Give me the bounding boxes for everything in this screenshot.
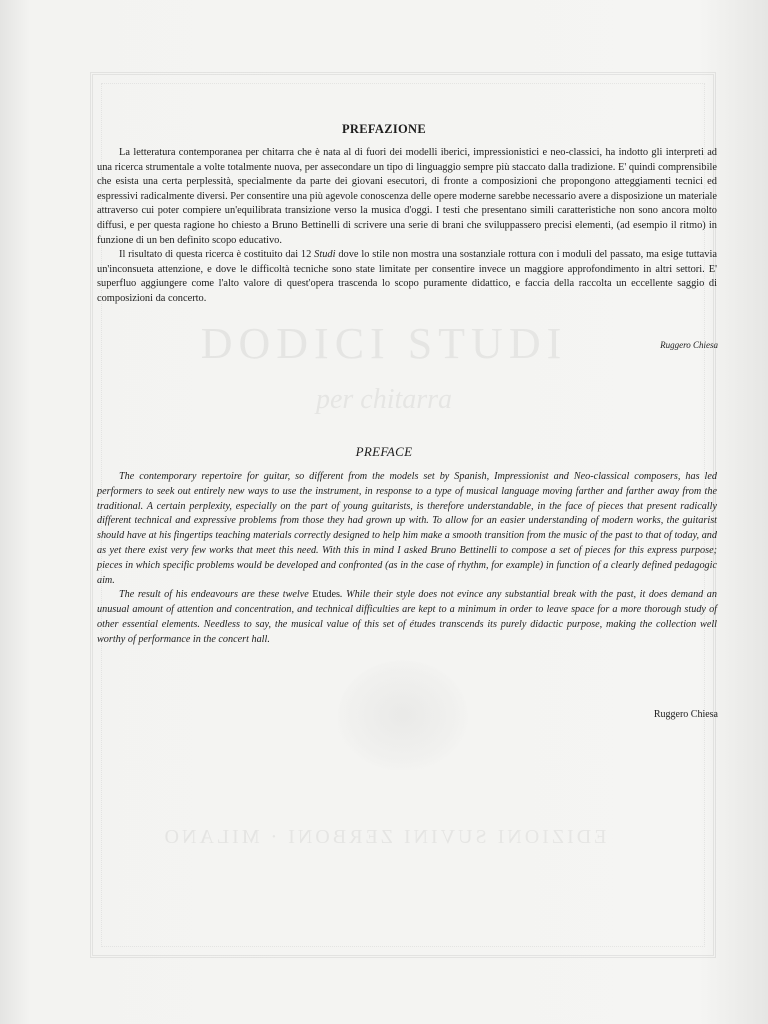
italian-paragraph-2-end: dove lo stile non mostra una sostanziale rottura con i moduli del passato, ma esige tuttavia un'inconsueta attenzione, e dove le difficoltà tecniche sono state limitate per consentire invece un maggiore approfondimento in altri settori. E' superfluo aggiungere come l'alto valore di quest'opera trascenda lo scopo puramente didattico, e faccia della raccolta un eccellente saggio di composizioni da concerto. (97, 249, 717, 304)
bleedthrough-subtitle: per chitarra (315, 384, 453, 415)
bleedthrough-illustration (338, 660, 468, 770)
english-paragraph-2-start: The result of his endeavours are these twelve (119, 589, 313, 601)
italian-paragraph-2-start: Il risultato di questa ricerca è costituito dai 12 (119, 249, 315, 261)
bleedthrough-publisher: EDIZIONI SUVINI ZERBONI · MILANO (161, 826, 607, 848)
italian-studi-title: Studi (314, 249, 336, 261)
italian-paragraph-2 (97, 248, 717, 306)
english-signature: Ruggero Chiesa (653, 709, 718, 720)
english-heading: PREFACE (355, 444, 413, 459)
bleedthrough-title: DODICI STUDI (200, 319, 568, 368)
english-etudes-title: Etudes (312, 589, 341, 601)
english-paragraph-1: The contemporary repertoire for guitar, so different from the models set by Spanish, Impressionist and Neo-classical composers, has led performers to seek out entirely new ways to use the instrument, in response to a type of musical language moving farther and farther away from the traditional. A certain perplexity, especially on the part of young guitarists, is therefore understandable, in the face of pieces that present radically different technical and expressive problems from those they had grown up with. To allow for an easier understanding of modern works, the guitarist should have at his fingertips teaching materials correctly designed to help him make a smooth transition from the music of the past to that of today, and as yet there exist very few works that meet this need. With this in mind I asked Bruno Bettinelli to compose a set of pieces for this express purpose; pieces in which specific problems would be developed and confronted (as in the case of rhythm, for example) in function of a clearly defined pedagogic aim. (97, 471, 717, 586)
italian-paragraph-1: La letteratura contemporanea per chitarra che è nata al di fuori dei modelli iberici, impressionistici e neo-classici, ha indotto gli interpreti ad una ricerca strumentale a volte totalmente nuova, per assecondare un tipo di linguaggio sempre più staccato dalla tradizione. E' quindi comprensibile che esista una certa perplessità, specialmente da parte dei giovani esecutori, di fronte a composizioni che propongono atteggiamenti tecnici ed espressivi radicalmente diversi. Per consentire una più agevole conoscenza delle opere moderne sarebbe necessario avere a disposizione un materiale attraverso cui poter compiere un'equilibrata transizione verso la musica d'oggi. I testi che presentano simili caratteristiche non sono ancora molto diffusi, e per questa ragione ho chiesto a Bruno Bettinelli di scrivere una serie di brani che sviluppassero precisi elementi, (ad esempio il ritmo) in funzione di un ben definito scopo educativo. (97, 147, 718, 246)
italian-heading: PREFAZIONE (341, 122, 427, 136)
english-paragraph-2-end: . While their style does not evince any substantial break with the past, it does demand an unusual amount of attention and concentration, and technical difficulties are kept to a minimum in order to leave space for a more thorough study of other essential elements. Needless to say, the musical value of this set of études transcends its purely didactic purpose, making the collection well worthy of performance in the concert hall. (97, 589, 717, 645)
english-preface-text (97, 470, 717, 648)
english-paragraph-2 (97, 588, 717, 647)
italian-preface-text (97, 146, 717, 307)
italian-signature: Ruggero Chiesa (660, 340, 718, 350)
